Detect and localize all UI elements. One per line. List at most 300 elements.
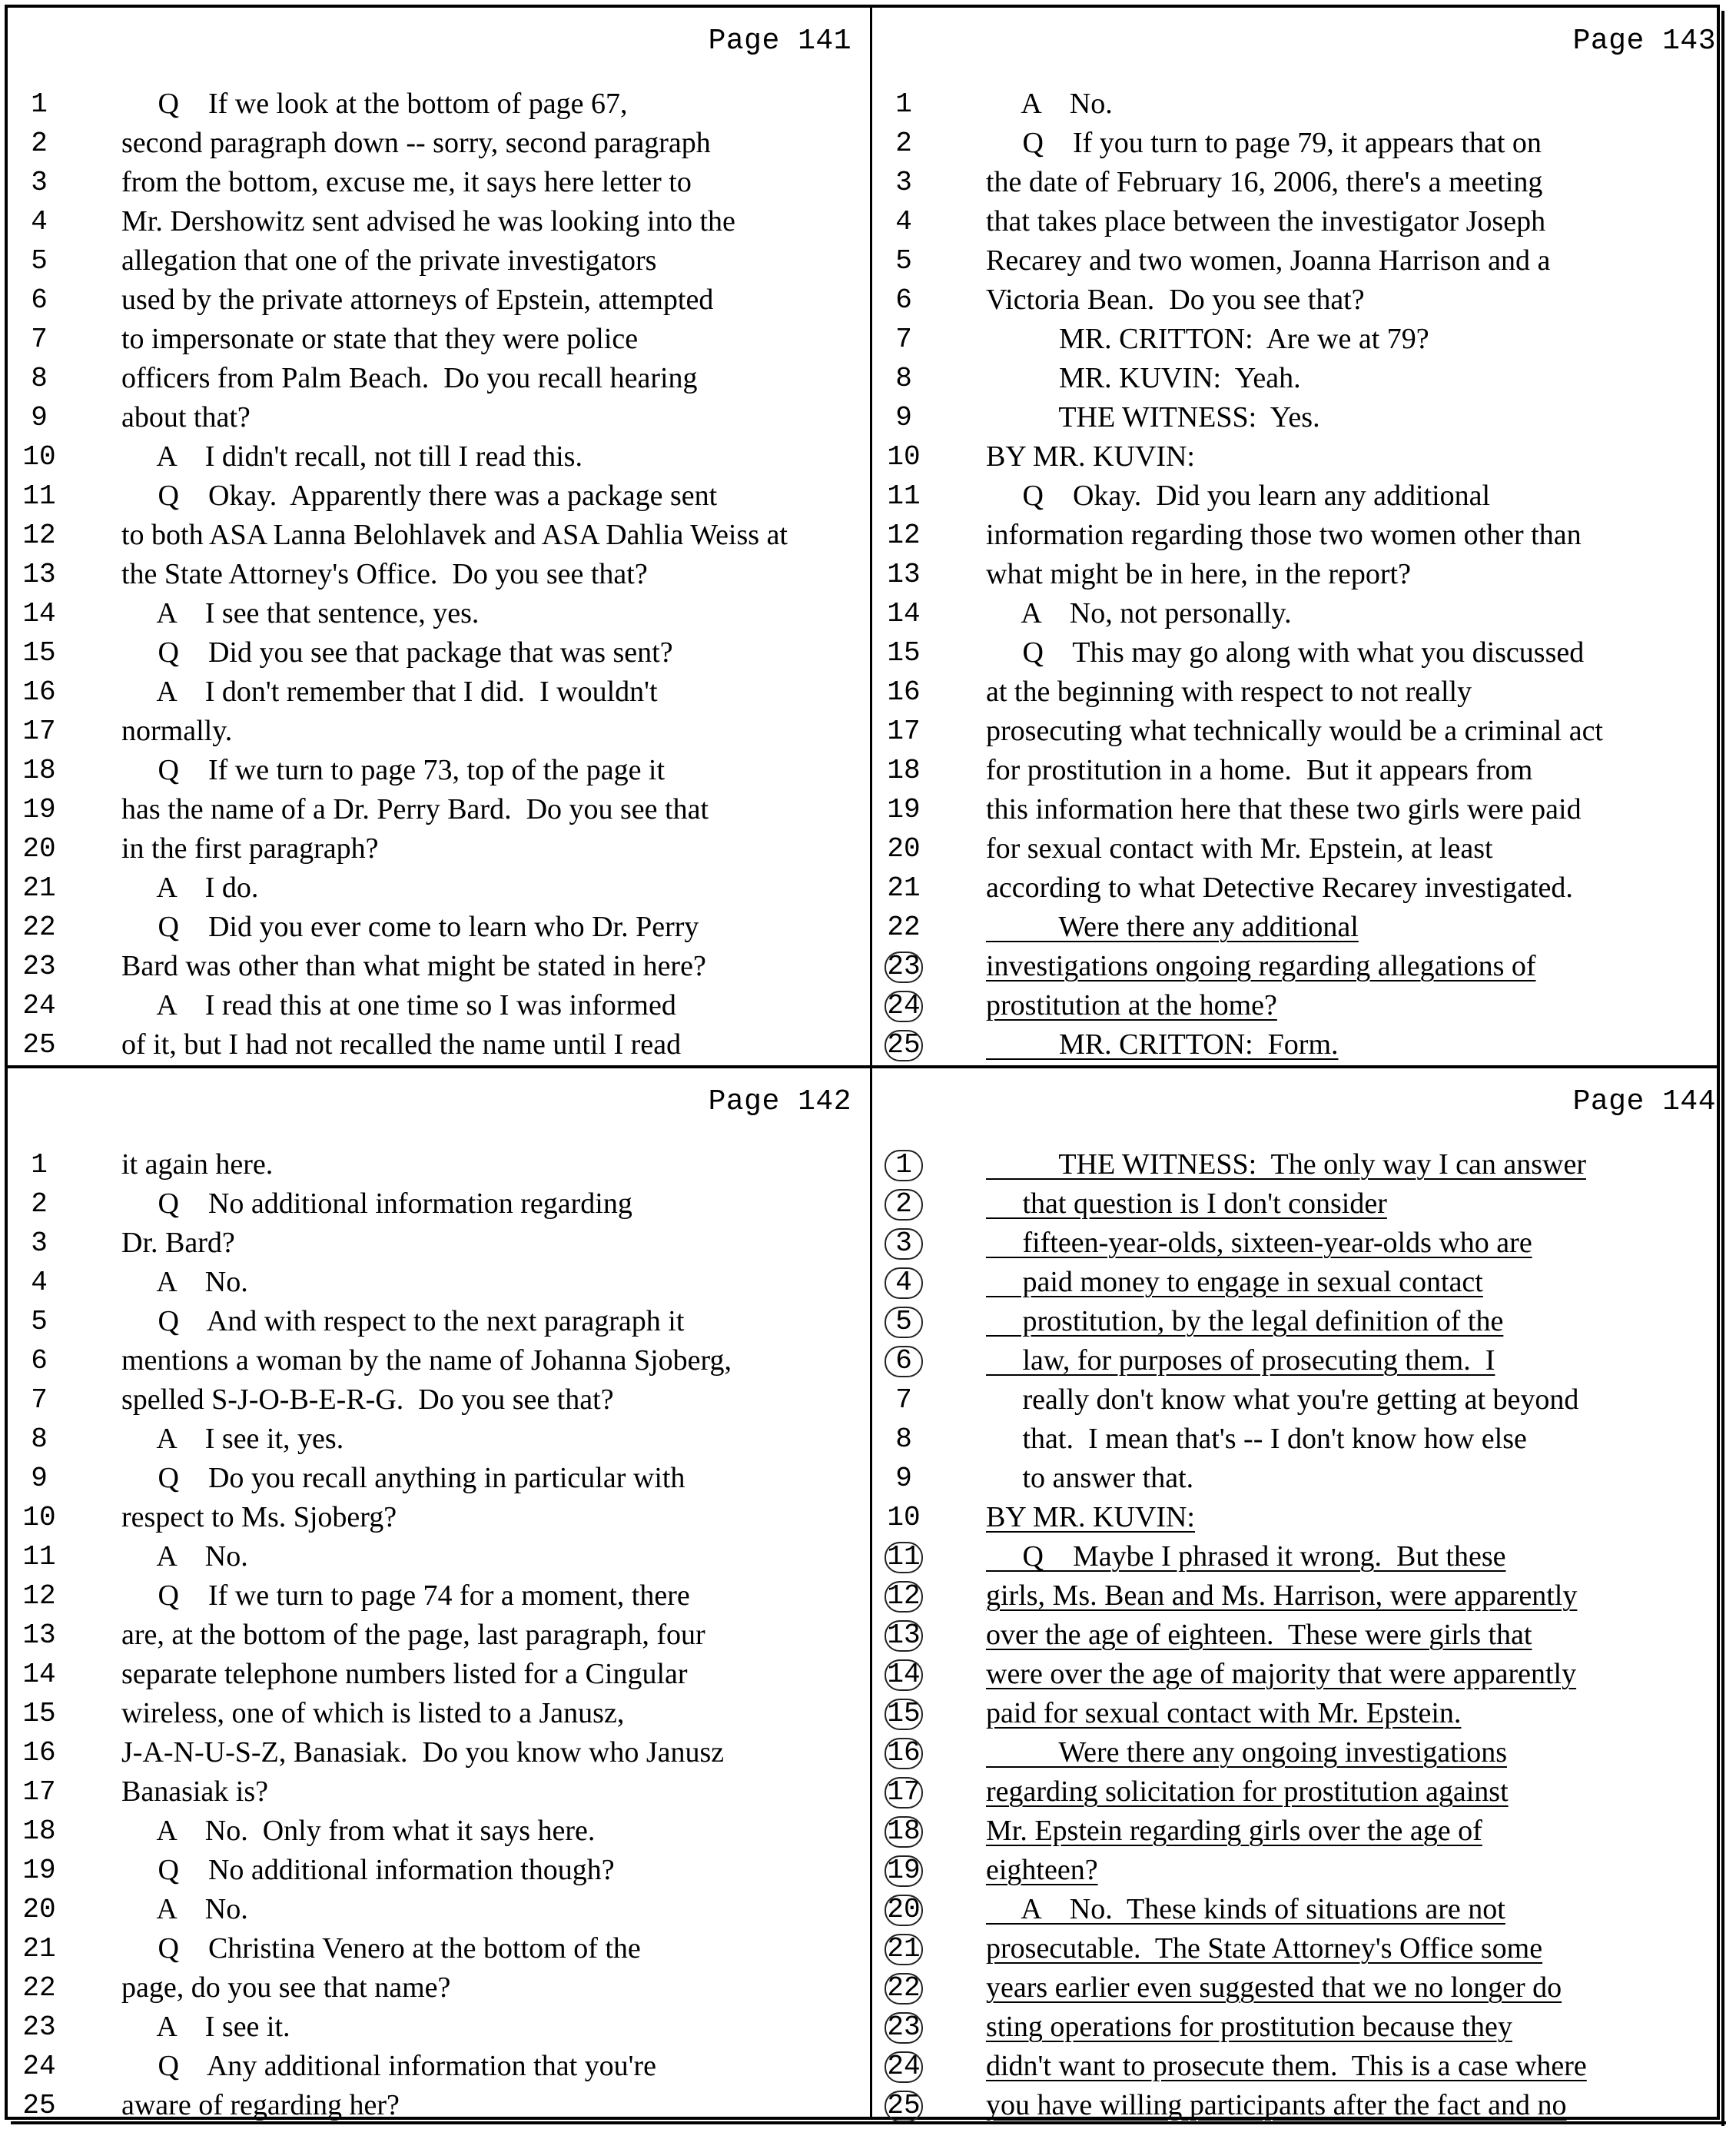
transcript-line	[872, 477, 1730, 516]
line-number: 20	[22, 833, 56, 865]
line-number: 10	[887, 1502, 921, 1533]
transcript-line	[872, 1694, 1730, 1733]
transcript-line	[872, 1380, 1730, 1420]
transcript-line	[872, 320, 1730, 359]
transcript-line	[872, 673, 1730, 712]
line-text: the date of February 16, 2006, there's a meeting	[986, 166, 1543, 198]
transcript-line	[8, 1263, 865, 1302]
line-text: Q No additional information regarding	[121, 1187, 632, 1220]
line-text: are, at the bottom of the page, last paragraph, four	[121, 1619, 705, 1651]
page-143-panel	[872, 8, 1730, 1062]
transcript-line	[8, 751, 865, 790]
transcript-line	[8, 516, 865, 555]
transcript-line	[8, 1694, 865, 1733]
line-number: 10	[887, 441, 921, 473]
line-text: A I read this at one time so I was informed	[121, 989, 676, 1021]
line-number: 25	[22, 1029, 56, 1061]
transcript-line	[872, 2008, 1730, 2047]
line-text: BY MR. KUVIN:	[986, 440, 1195, 473]
transcript-line	[872, 1537, 1730, 1576]
line-text: Q Did you see that package that was sent?	[121, 636, 673, 669]
line-text: prostitution at the home?	[986, 989, 1277, 1021]
line-number: 6	[895, 284, 912, 316]
line-text: A No.	[121, 1540, 248, 1573]
line-number: 18	[887, 755, 921, 786]
line-text: that takes place between the investigator Joseph	[986, 205, 1546, 237]
line-text: law, for purposes of prosecuting them. I	[986, 1344, 1495, 1377]
line-text: THE WITNESS: Yes.	[986, 401, 1320, 433]
line-text: information regarding those two women other than	[986, 519, 1582, 551]
line-number: 2	[895, 128, 912, 159]
line-text: wireless, one of which is listed to a Janusz,	[121, 1697, 625, 1729]
line-text: normally.	[121, 715, 233, 747]
line-number: 12	[887, 520, 921, 551]
line-text: from the bottom, excuse me, it says here letter to	[121, 166, 692, 198]
transcript-line	[8, 1968, 865, 2008]
line-text: paid money to engage in sexual contact	[986, 1266, 1483, 1298]
line-number: 21	[22, 872, 56, 904]
transcript-line	[8, 1733, 865, 1772]
line-text: prosecuting what technically would be a criminal act	[986, 715, 1603, 747]
line-number: 5	[872, 1302, 935, 1341]
line-number: 4	[31, 1267, 48, 1298]
line-text: aware of regarding her?	[121, 2089, 400, 2121]
transcript-line	[8, 869, 865, 908]
line-text: THE WITNESS: The only way I can answer	[986, 1148, 1586, 1181]
line-text: that. I mean that's -- I don't know how else	[986, 1423, 1527, 1455]
transcript-line	[872, 1184, 1730, 1224]
line-number: 2	[31, 1188, 48, 1220]
transcript-line	[872, 1772, 1730, 1812]
line-text: regarding solicitation for prostitution against	[986, 1775, 1509, 1808]
line-text: that question is I don't consider	[986, 1187, 1387, 1220]
transcript-line	[8, 1537, 865, 1576]
line-text: mentions a woman by the name of Johanna Sjoberg,	[121, 1344, 732, 1377]
line-text: allegation that one of the private investigators	[121, 244, 657, 277]
line-number: 21	[22, 1933, 56, 1965]
transcript-line	[872, 555, 1730, 594]
transcript-line	[8, 986, 865, 1025]
transcript-line	[872, 85, 1730, 124]
transcript-line	[8, 1890, 865, 1929]
transcript-line	[8, 1929, 865, 1968]
line-text: Q If we turn to page 73, top of the page it	[121, 754, 666, 786]
line-text: it again here.	[121, 1148, 274, 1181]
line-text: eighteen?	[986, 1854, 1098, 1886]
line-number: 16	[22, 676, 56, 708]
line-text: you have willing participants after the fact and no	[986, 2089, 1567, 2121]
line-text: about that?	[121, 401, 251, 433]
transcript-line	[872, 1655, 1730, 1694]
line-number: 15	[887, 637, 921, 669]
transcript-line	[8, 1341, 865, 1380]
line-number: 3	[31, 167, 48, 198]
line-number: 9	[895, 1463, 912, 1494]
line-number: 16	[887, 676, 921, 708]
line-text: Q Did you ever come to learn who Dr. Perry	[121, 911, 699, 943]
line-number: 8	[31, 363, 48, 394]
line-text: A No.	[986, 88, 1113, 120]
line-text: A No. These kinds of situations are not	[986, 1893, 1505, 1925]
transcript-line	[872, 1733, 1730, 1772]
line-number: 1	[31, 88, 48, 120]
line-number: 9	[31, 1463, 48, 1494]
line-text: A I see it, yes.	[121, 1423, 344, 1455]
transcript-line	[872, 712, 1730, 751]
line-text: Q Christina Venero at the bottom of the	[121, 1932, 641, 1965]
line-number: 15	[872, 1694, 935, 1733]
transcript-line	[8, 790, 865, 829]
transcript-line	[8, 1459, 865, 1498]
transcript-line	[872, 751, 1730, 790]
line-number: 15	[22, 1698, 56, 1729]
transcript-line	[8, 281, 865, 320]
page-number-label: Page 143	[1572, 25, 1716, 58]
line-number: 23	[872, 947, 935, 986]
line-text: to answer that.	[986, 1462, 1194, 1494]
transcript-line	[872, 869, 1730, 908]
line-number: 6	[872, 1341, 935, 1380]
transcript-line	[872, 2047, 1730, 2086]
transcript-line	[872, 163, 1730, 202]
transcript-line	[8, 124, 865, 163]
transcript-line	[872, 437, 1730, 477]
line-text: spelled S-J-O-B-E-R-G. Do you see that?	[121, 1383, 614, 1416]
line-text: didn't want to prosecute them. This is a case where	[986, 2050, 1587, 2082]
transcript-line	[872, 1224, 1730, 1263]
line-text: Q No additional information though?	[121, 1854, 615, 1886]
line-text: has the name of a Dr. Perry Bard. Do you see that	[121, 793, 709, 825]
page-number-label: Page 141	[708, 25, 851, 58]
line-number: 18	[22, 755, 56, 786]
line-number: 20	[887, 833, 921, 865]
transcript-line	[8, 1025, 865, 1062]
line-number: 8	[31, 1423, 48, 1455]
line-number: 7	[895, 1384, 912, 1416]
line-number: 16	[22, 1737, 56, 1769]
line-number: 9	[895, 402, 912, 433]
transcript-line	[872, 1145, 1730, 1184]
page-141-panel	[8, 8, 865, 1062]
line-number: 14	[22, 1659, 56, 1690]
line-text: years earlier even suggested that we no longer do	[986, 1971, 1562, 2004]
transcript-line	[872, 986, 1730, 1025]
line-text: Q And with respect to the next paragraph it	[121, 1305, 685, 1337]
transcript-line	[872, 1890, 1730, 1929]
line-number: 24	[872, 2047, 935, 2086]
line-text: A I do.	[121, 872, 259, 904]
line-text: this information here that these two girls were paid	[986, 793, 1582, 825]
line-text: prostitution, by the legal definition of the	[986, 1305, 1504, 1337]
line-text: MR. CRITTON: Form.	[986, 1028, 1339, 1061]
line-number: 7	[895, 324, 912, 355]
line-number: 2	[872, 1184, 935, 1224]
line-number: 24	[22, 2051, 56, 2082]
line-text: according to what Detective Recarey investigated.	[986, 872, 1573, 904]
transcript-line	[8, 359, 865, 398]
transcript-sheet	[5, 5, 1720, 2120]
line-text: really don't know what you're getting at beyond	[986, 1383, 1579, 1416]
transcript-line	[872, 633, 1730, 673]
line-number: 15	[22, 637, 56, 669]
line-number: 16	[872, 1733, 935, 1772]
transcript-line	[872, 1420, 1730, 1459]
line-number: 4	[895, 206, 912, 237]
line-number: 11	[872, 1537, 935, 1576]
line-number: 25	[872, 2086, 935, 2123]
line-text: Recarey and two women, Joanna Harrison and a	[986, 244, 1551, 277]
line-number: 1	[31, 1149, 48, 1181]
line-text: of it, but I had not recalled the name until I read	[121, 1028, 682, 1061]
line-number: 17	[22, 716, 56, 747]
transcript-line	[8, 1576, 865, 1616]
transcript-line	[872, 1341, 1730, 1380]
transcript-line	[8, 1812, 865, 1851]
transcript-line	[872, 1812, 1730, 1851]
line-text: what might be in here, in the report?	[986, 558, 1411, 590]
transcript-line	[8, 829, 865, 869]
page-144-panel	[872, 1068, 1730, 2123]
transcript-line	[8, 908, 865, 947]
line-text: second paragraph down -- sorry, second paragraph	[121, 127, 711, 159]
transcript-line	[8, 2086, 865, 2123]
transcript-line	[872, 594, 1730, 633]
line-number: 13	[22, 1619, 56, 1651]
transcript-line	[8, 163, 865, 202]
line-number: 6	[31, 284, 48, 316]
transcript-line	[8, 2008, 865, 2047]
transcript-line	[872, 1025, 1730, 1062]
line-text: the State Attorney's Office. Do you see that?	[121, 558, 648, 590]
line-number: 7	[31, 1384, 48, 1416]
line-number: 9	[31, 402, 48, 433]
line-text: used by the private attorneys of Epstein, attempted	[121, 284, 714, 316]
line-number: 23	[22, 2011, 56, 2043]
line-number: 3	[895, 167, 912, 198]
line-text: respect to Ms. Sjoberg?	[121, 1501, 397, 1533]
line-number: 8	[895, 1423, 912, 1455]
line-text: BY MR. KUVIN:	[986, 1501, 1195, 1533]
line-text: to both ASA Lanna Belohlavek and ASA Dahlia Weiss at	[121, 519, 788, 551]
line-number: 17	[887, 716, 921, 747]
line-text: Q Any additional information that you're	[121, 2050, 657, 2082]
transcript-line	[8, 1224, 865, 1263]
line-number: 12	[872, 1576, 935, 1616]
transcript-line	[872, 1498, 1730, 1537]
transcript-line	[872, 2086, 1730, 2123]
line-number: 13	[887, 559, 921, 590]
line-text: over the age of eighteen. These were girls that	[986, 1619, 1532, 1651]
line-number: 19	[872, 1851, 935, 1890]
transcript-line	[8, 477, 865, 516]
transcript-line	[872, 908, 1730, 947]
transcript-line	[8, 555, 865, 594]
line-number: 13	[22, 559, 56, 590]
line-text: Mr. Dershowitz sent advised he was looking into the	[121, 205, 735, 237]
line-number: 20	[22, 1894, 56, 1925]
line-number: 20	[872, 1890, 935, 1929]
line-text: A No. Only from what it says here.	[121, 1815, 596, 1847]
line-text: in the first paragraph?	[121, 832, 379, 865]
line-text: for sexual contact with Mr. Epstein, at least	[986, 832, 1493, 865]
line-text: for prostitution in a home. But it appears from	[986, 754, 1533, 786]
line-text: A I don't remember that I did. I wouldn't	[121, 676, 658, 708]
transcript-line	[8, 437, 865, 477]
line-number: 14	[887, 598, 921, 629]
line-number: 24	[22, 990, 56, 1021]
line-text: Q Maybe I phrased it wrong. But these	[986, 1540, 1506, 1573]
line-number: 21	[887, 872, 921, 904]
line-text: to impersonate or state that they were police	[121, 323, 639, 355]
line-number: 2	[31, 128, 48, 159]
line-text: A No, not personally.	[986, 597, 1292, 629]
line-text: fifteen-year-olds, sixteen-year-olds who are	[986, 1227, 1532, 1259]
page-number-label: Page 142	[708, 1085, 851, 1118]
line-number: 3	[31, 1227, 48, 1259]
line-number: 25	[872, 1025, 935, 1062]
line-number: 12	[22, 520, 56, 551]
transcript-line	[872, 359, 1730, 398]
transcript-line	[8, 712, 865, 751]
line-number: 4	[31, 206, 48, 237]
line-number: 11	[22, 1541, 56, 1573]
line-number: 6	[31, 1345, 48, 1377]
line-number: 17	[872, 1772, 935, 1812]
line-text: sting operations for prostitution because they	[986, 2011, 1512, 2043]
line-number: 5	[31, 1306, 48, 1337]
line-text: Q This may go along with what you discussed	[986, 636, 1585, 669]
transcript-line	[872, 947, 1730, 986]
line-text: prosecutable. The State Attorney's Office some	[986, 1932, 1543, 1965]
line-text: MR. CRITTON: Are we at 79?	[986, 323, 1429, 355]
line-number: 22	[22, 1972, 56, 2004]
line-number: 18	[22, 1815, 56, 1847]
line-text: J-A-N-U-S-Z, Banasiak. Do you know who Janusz	[121, 1736, 725, 1769]
transcript-line	[8, 1184, 865, 1224]
transcript-line	[8, 241, 865, 281]
line-text: A I didn't recall, not till I read this.	[121, 440, 583, 473]
transcript-line	[872, 829, 1730, 869]
line-number: 17	[22, 1776, 56, 1808]
line-number: 4	[872, 1263, 935, 1302]
line-number: 23	[872, 2008, 935, 2047]
transcript-line	[872, 1851, 1730, 1890]
line-text: MR. KUVIN: Yeah.	[986, 362, 1301, 394]
line-text: A No.	[121, 1266, 248, 1298]
line-text: officers from Palm Beach. Do you recall hearing	[121, 362, 698, 394]
line-number: 12	[22, 1580, 56, 1612]
transcript-line	[8, 1302, 865, 1341]
transcript-line	[8, 673, 865, 712]
transcript-line	[8, 202, 865, 241]
transcript-line	[872, 202, 1730, 241]
line-number: 22	[22, 912, 56, 943]
transcript-line	[872, 1459, 1730, 1498]
line-text: Q If we turn to page 74 for a moment, there	[121, 1579, 690, 1612]
line-number: 5	[895, 245, 912, 277]
line-text: Q Do you recall anything in particular with	[121, 1462, 685, 1494]
line-number: 21	[872, 1929, 935, 1968]
line-number: 22	[872, 1968, 935, 2008]
line-number: 8	[895, 363, 912, 394]
line-text: Victoria Bean. Do you see that?	[986, 284, 1365, 316]
line-text: Dr. Bard?	[121, 1227, 235, 1259]
line-text: Q If you turn to page 79, it appears that on	[986, 127, 1542, 159]
line-number: 11	[22, 480, 56, 512]
transcript-line	[8, 594, 865, 633]
transcript-line	[872, 398, 1730, 437]
line-text: Q Okay. Apparently there was a package sent	[121, 480, 718, 512]
transcript-line	[872, 1576, 1730, 1616]
line-text: Bard was other than what might be stated in here?	[121, 950, 706, 982]
transcript-line	[872, 241, 1730, 281]
page-142-panel	[8, 1068, 865, 2123]
page-number-label: Page 144	[1572, 1085, 1716, 1118]
line-number: 14	[22, 598, 56, 629]
transcript-line	[8, 947, 865, 986]
line-number: 19	[22, 794, 56, 825]
line-number: 1	[895, 88, 912, 120]
line-text: page, do you see that name?	[121, 1971, 451, 2004]
line-text: A I see it.	[121, 2011, 290, 2043]
line-number: 18	[872, 1812, 935, 1851]
transcript-line	[872, 516, 1730, 555]
line-text: Banasiak is?	[121, 1775, 269, 1808]
line-text: Were there any ongoing investigations	[986, 1736, 1507, 1769]
line-text: A No.	[121, 1893, 248, 1925]
line-number: 5	[31, 245, 48, 277]
line-text: paid for sexual contact with Mr. Epstein.	[986, 1697, 1462, 1729]
line-text: Q Okay. Did you learn any additional	[986, 480, 1491, 512]
transcript-line	[8, 1655, 865, 1694]
line-text: Q If we look at the bottom of page 67,	[121, 88, 628, 120]
line-number: 3	[872, 1224, 935, 1263]
transcript-line	[8, 633, 865, 673]
line-number: 13	[872, 1616, 935, 1655]
line-text: investigations ongoing regarding allegations of	[986, 950, 1536, 982]
line-number: 25	[22, 2090, 56, 2121]
line-number: 10	[22, 1502, 56, 1533]
transcript-line	[872, 1968, 1730, 2008]
line-number: 7	[31, 324, 48, 355]
transcript-line	[8, 1772, 865, 1812]
transcript-line	[872, 1616, 1730, 1655]
transcript-line	[8, 1851, 865, 1890]
transcript-line	[8, 1498, 865, 1537]
line-number: 10	[22, 441, 56, 473]
transcript-line	[872, 1263, 1730, 1302]
transcript-line	[8, 85, 865, 124]
transcript-line	[8, 1145, 865, 1184]
line-text: were over the age of majority that were apparently	[986, 1658, 1577, 1690]
line-number: 14	[872, 1655, 935, 1694]
line-text: Mr. Epstein regarding girls over the age of	[986, 1815, 1482, 1847]
line-number: 19	[22, 1855, 56, 1886]
line-text: girls, Ms. Bean and Ms. Harrison, were apparently	[986, 1579, 1578, 1612]
line-number: 22	[887, 912, 921, 943]
transcript-line	[872, 124, 1730, 163]
transcript-line	[8, 320, 865, 359]
line-number: 1	[872, 1145, 935, 1184]
transcript-line	[8, 2047, 865, 2086]
transcript-line	[872, 1302, 1730, 1341]
line-text: A I see that sentence, yes.	[121, 597, 480, 629]
transcript-line	[8, 1616, 865, 1655]
line-number: 23	[22, 951, 56, 982]
line-text: Were there any additional	[986, 911, 1359, 943]
transcript-line	[872, 281, 1730, 320]
line-text: at the beginning with respect to not really	[986, 676, 1472, 708]
